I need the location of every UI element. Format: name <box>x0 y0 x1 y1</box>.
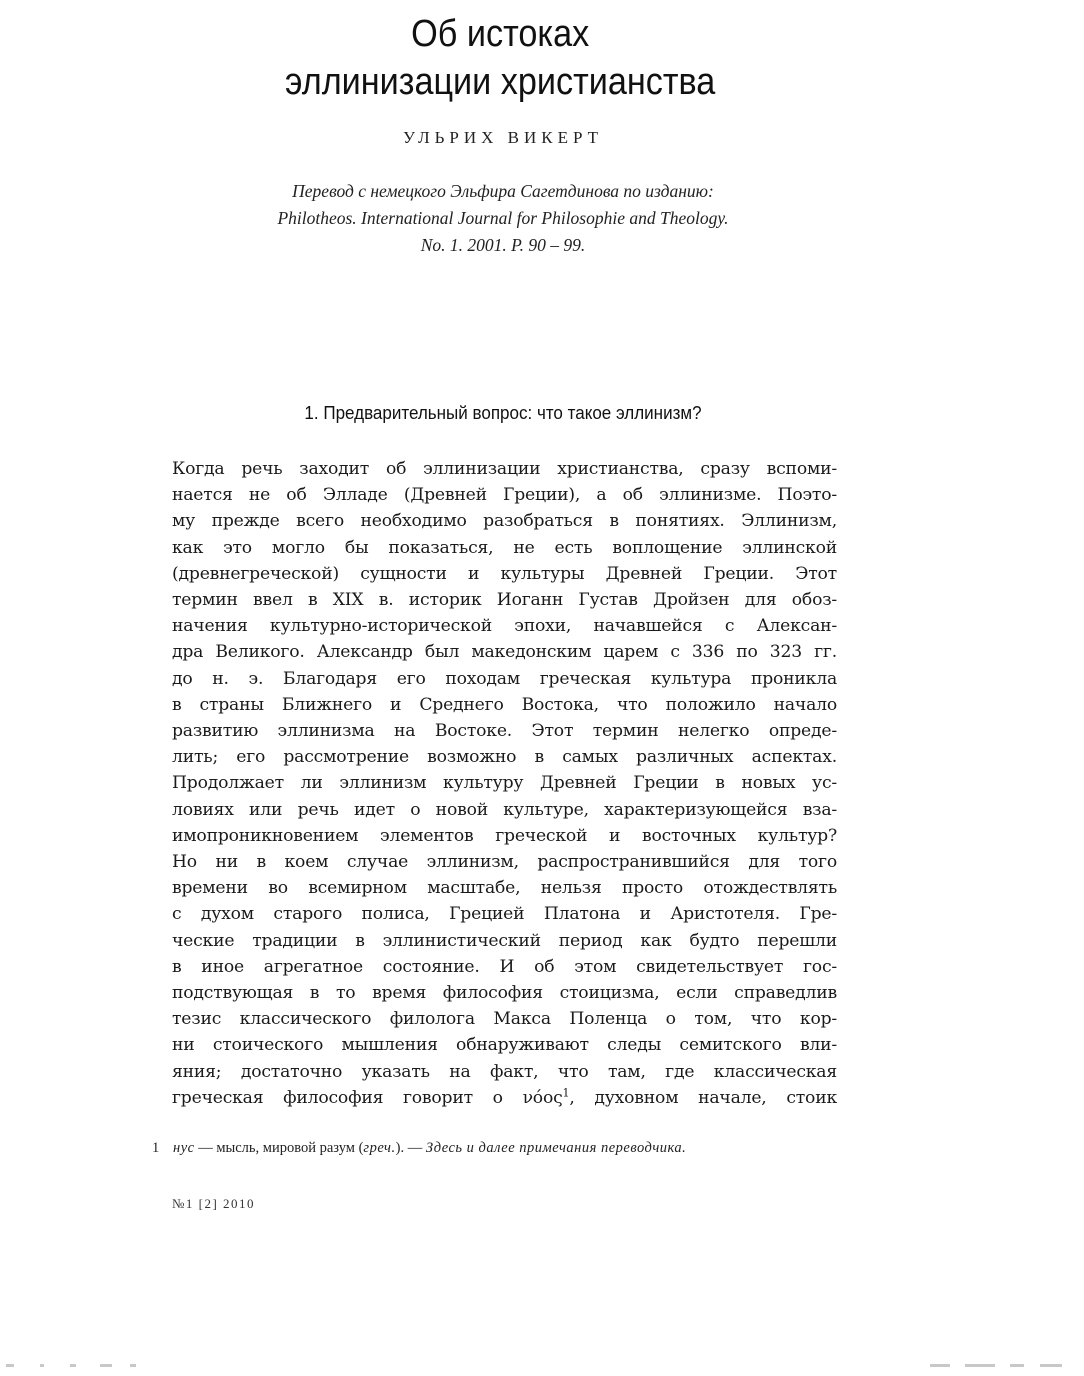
body-line: ни стоического мышления обнаруживают следы семитского вли- <box>172 1035 837 1056</box>
translation-note <box>0 178 1006 259</box>
author-name: УЛЬРИХ ВИКЕРТ <box>402 128 604 147</box>
body-line: как это могло бы показаться, не есть воплощение эллинской <box>172 537 837 558</box>
body-line: с духом старого полиса, Грецией Платона и Аристотеля. Гре- <box>172 904 837 925</box>
article-title-line-1: Об истоках <box>411 13 590 55</box>
footnote-dash: — мысль, мировой разум ( <box>194 1140 364 1156</box>
footnote-language: греч. <box>363 1140 396 1156</box>
body-line: Продолжает ли эллинизм культуру Древней Греции в новых ус- <box>172 773 837 794</box>
body-line: дра Великого. Александр был македонским царем с 336 по 323 гг. <box>172 642 837 663</box>
body-line: яния; достаточно указать на факт, что там, где классическая <box>172 1061 837 1082</box>
translation-note-line-3: No. 1. 2001. P. 90 – 99. <box>420 235 586 255</box>
body-line: ловиях или речь идет о новой культуре, характеризующейся вза- <box>172 799 837 820</box>
translation-note-line-1: Перевод с немецкого Эльфира Сагетдинова по изданию: <box>292 181 714 201</box>
body-line: времени во всемирном масштабе, нельзя просто отождествлять <box>172 878 837 899</box>
footnote-reference[interactable]: 1 <box>562 1086 570 1100</box>
body-line: термин ввел в XIX в. историк Иоганн Густав Дройзен для обоз- <box>172 590 837 611</box>
body-line: развитию эллинизма на Востоке. Этот термин нелегко опреде- <box>172 721 837 742</box>
body-paragraph <box>172 456 837 1111</box>
article-title-line-2: эллинизации христианства <box>285 61 716 103</box>
body-line: тезис классического филолога Макса Поленца о том, что кор- <box>172 1009 837 1030</box>
body-line: му прежде всего необходимо разобраться в понятиях. Эллинизм, <box>172 511 837 532</box>
body-line: Но ни в коем случае эллинизм, распространившийся для того <box>172 852 837 873</box>
body-line: ческие традиции в эллинистический период как будто перешли <box>172 930 837 951</box>
footnote-close: ). — <box>395 1140 426 1156</box>
body-line: имопроникновением элементов греческой и восточных культур? <box>172 825 837 846</box>
footnote-editorial-note: Здесь и далее примечания переводчика. <box>425 1140 687 1156</box>
body-line: в иное агрегатное состояние. И об этом свидетельствует гос- <box>172 956 837 977</box>
body-line: до н. э. Благодаря его походам греческая культура проникла <box>172 668 837 689</box>
last-line-end: , духовном начале, стоик <box>569 1087 838 1108</box>
issue-number: №1 [2] 2010 <box>172 1196 256 1211</box>
article-title <box>50 10 950 106</box>
body-line: в страны Ближнего и Среднего Востока, что положило начало <box>172 694 837 715</box>
last-line-start: греческая философия говорит о νόος <box>172 1087 563 1108</box>
translation-note-line-2: Philotheos. International Journal for Philosophie and Theology. <box>277 208 729 228</box>
scan-edge-marks <box>0 1362 1084 1370</box>
body-line: нается не об Элладе (Древней Греции), а об эллинизме. Поэто- <box>172 485 837 506</box>
body-line: (древнегреческой) сущности и культуры Древней Греции. Этот <box>172 563 837 584</box>
footnote-term: нус <box>173 1140 195 1156</box>
section-heading: 1. Предварительный вопрос: что такое эллинизм? <box>304 402 702 423</box>
body-line-last <box>172 1085 837 1111</box>
footnote <box>152 1140 842 1157</box>
body-line: Когда речь заходит об эллинизации христианства, сразу вспоми- <box>172 459 837 479</box>
footnote-number: 1 <box>152 1140 160 1156</box>
body-line: лить; его рассмотрение возможно в самых различных аспектах. <box>172 747 837 768</box>
body-line: начения культурно-исторической эпохи, начавшейся с Алексан- <box>172 616 837 637</box>
body-line: подствующая в то время философия стоицизма, если справедлив <box>172 983 837 1004</box>
